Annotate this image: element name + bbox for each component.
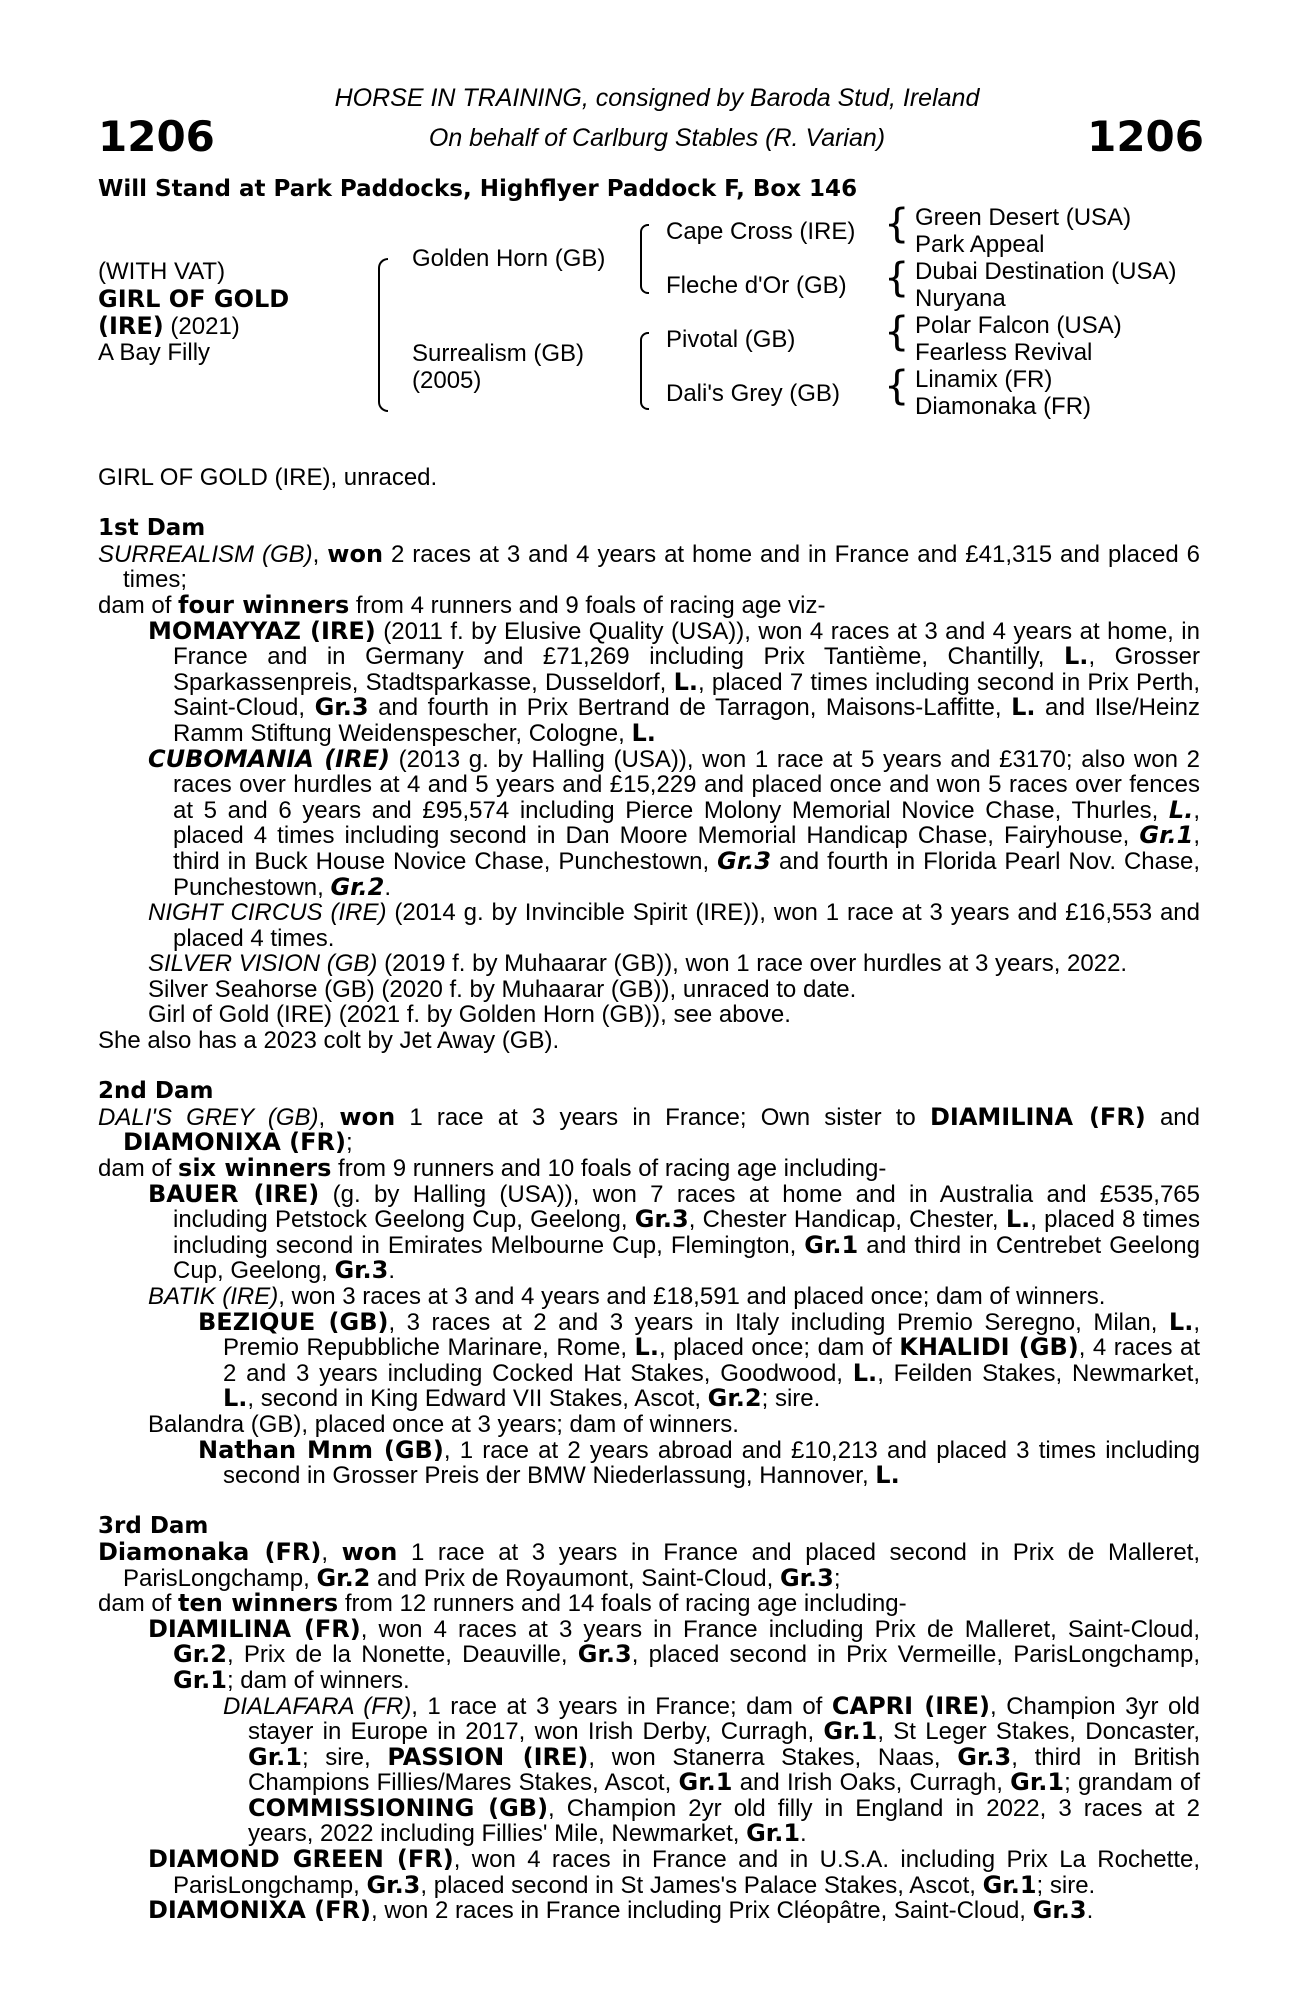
text-run: , Feilden Stakes, Newmarket, [877, 1359, 1201, 1387]
text-run: Gr.1 [173, 1665, 227, 1694]
third-dam-produce-summary [98, 1591, 1200, 1617]
produce-diamonixa [98, 1898, 1200, 1924]
text-run: , [312, 540, 328, 568]
text-run: won [341, 1537, 398, 1566]
first-dam-produce-summary [98, 590, 1200, 619]
text-run: , won 4 races in France and in U.S.A. including Prix La Rochette, ParisLongchamp, [173, 1846, 1201, 1899]
gg-ddd: Diamonaka (FR) [915, 393, 1092, 420]
text-run: , Premio Repubbliche Marinare, Rome, [223, 1308, 1200, 1362]
gg-dds: Linamix (FR) [915, 366, 1053, 393]
text-run: L. [1168, 1307, 1194, 1336]
produce-bezique [98, 1307, 1201, 1413]
text-run: , St Leger Stakes, Doncaster, [877, 1718, 1200, 1746]
text-run: and Ilse/Heinz Ramm Stiftung Weidenspescher, Cologne, [173, 694, 1200, 747]
text-run: Gr.3 [634, 1205, 689, 1234]
text-run: Gr.3 [957, 1742, 1012, 1771]
text-run: from 4 runners and 9 foals of racing age viz- [349, 591, 826, 619]
text-run: Gr.2 [173, 1640, 227, 1669]
text-run: , 1 race at 3 years in France; dam of [411, 1692, 832, 1720]
brace-gen2-dam [640, 332, 649, 410]
third-dam-heading: 3rd Dam [98, 1513, 209, 1540]
text-run: Gr.1 [678, 1768, 733, 1797]
text-run: ; sire, [301, 1743, 388, 1771]
text-run: from 9 runners and 10 foals of racing age including- [331, 1155, 887, 1183]
text-run: Gr.2 [707, 1384, 762, 1413]
text-run: (2019 f. by Muhaarar (GB)), won 1 race over hurdles at 3 years, 2022. [377, 950, 1128, 978]
second-dam-heading: 2nd Dam [98, 1078, 214, 1105]
text-run: (g. by Halling (USA)), won 7 races at home and in Australia and £535,765 including Petstock Geelong Cup, Geelong, [173, 1180, 1200, 1234]
text-run: won [327, 539, 384, 568]
text-run: 1 race at 3 years in France; Own sister to [395, 1103, 930, 1131]
first-dam-record [98, 539, 1200, 594]
dam-name: Surrealism (GB) [412, 340, 585, 367]
text-run: Gr.3 [366, 1870, 421, 1899]
text-run: Gr.3 [717, 846, 772, 875]
text-run: , Prix de la Nonette, Deauville, [226, 1641, 578, 1669]
produce-momayyaz [98, 616, 1201, 747]
text-run: DIAMOND GREEN (FR) [148, 1845, 454, 1874]
text-run: L. [223, 1384, 248, 1413]
text-run: DIAMILINA (FR) [148, 1614, 361, 1643]
vat-note: (WITH VAT) [98, 258, 226, 285]
text-run: dam of [98, 1590, 179, 1618]
text-run: , second in King Edward VII Stakes, Ascot, [247, 1385, 708, 1413]
text-run: CAPRI (IRE) [831, 1691, 991, 1720]
text-run: (2014 g. by Invincible Spirit (IRE)), won 1 race at 3 years and £16,553 and placed 4 times. [173, 899, 1200, 952]
gg-sss: Green Desert (USA) [915, 204, 1132, 231]
gg-dsd: Fearless Revival [915, 339, 1093, 366]
text-run: ten winners [178, 1589, 339, 1618]
on-behalf-line: On behalf of Carlburg Stables (R. Varian) [428, 124, 886, 152]
produce-silver-vision [98, 951, 1200, 977]
text-run: Gr.1 [248, 1742, 302, 1771]
consignor-line: HORSE IN TRAINING, consigned by Baroda Stud, Ireland [334, 84, 980, 112]
text-run: , third in British Champions Fillies/Mares Stakes, Ascot, [248, 1743, 1201, 1797]
text-run: Gr.2 [330, 872, 385, 901]
gg-dss: Polar Falcon (USA) [915, 312, 1122, 339]
text-run: , placed once; dam of [658, 1334, 900, 1362]
text-run: , 4 races at 2 and 3 years including Cocked Hat Stakes, Goodwood, [223, 1334, 1200, 1387]
horse-country-year [98, 312, 240, 341]
text-run: , won 3 races at 3 and 4 years and £18,591 and placed once; dam of winners. [278, 1283, 1106, 1310]
brace-gen2-sire [640, 224, 649, 294]
unraced-note: GIRL OF GOLD (IRE), unraced. [98, 464, 438, 491]
text-run: Gr.1 [746, 1819, 801, 1848]
text-run: PASSION (IRE) [387, 1742, 589, 1771]
text-run: CUBOMANIA (IRE) [148, 744, 390, 773]
text-run: , [321, 1538, 342, 1566]
text-run: DIAMILINA (FR) [929, 1102, 1146, 1131]
brace-gen3-4: { [884, 363, 910, 409]
brace-gen3-2: { [884, 255, 910, 301]
text-run: (2011 f. by Elusive Quality (USA)), won 4 races at 3 and 4 years at home, in France and in Germany and £71,269 including Prix Tantième, Chantilly, [173, 617, 1200, 671]
gg-sds: Dubai Destination (USA) [915, 258, 1177, 285]
produce-night-circus [98, 900, 1200, 951]
text-run: , placed 4 times including second in Dan Moore Memorial Handicap Chase, Fairyhouse, [173, 796, 1200, 850]
produce-cubomania [98, 744, 1201, 901]
text-run: MOMAYYAZ (IRE) [148, 616, 376, 645]
text-run: , placed second in Prix Vermeille, ParisLongchamp, [631, 1641, 1201, 1669]
text-run: and fourth in Florida Pearl Nov. Chase, Punchestown, [173, 847, 1201, 901]
produce-girl-of-gold [98, 1002, 1200, 1028]
text-run: Diamonaka (FR) [98, 1537, 322, 1566]
text-run: four winners [178, 590, 350, 619]
dam-dam: Dali's Grey (GB) [666, 380, 840, 407]
text-run: Gr.1 [1139, 821, 1194, 850]
text-run: L. [673, 667, 698, 696]
brace-gen3-1: { [884, 201, 910, 247]
text-run: Silver Seahorse (GB) (2020 f. by Muhaarar (GB)), unraced to date. [148, 975, 857, 1003]
text-run: , [318, 1103, 340, 1131]
text-run: and Prix de Royaumont, Saint-Cloud, [370, 1564, 780, 1592]
text-run: L. [1011, 693, 1036, 722]
text-run: ; sire. [761, 1385, 821, 1413]
produce-bauer [98, 1179, 1201, 1285]
stand-location: Will Stand at Park Paddocks, Highflyer Paddock F, Box 146 [98, 176, 858, 202]
text-run: SILVER VISION (GB) [148, 950, 378, 978]
text-run: and third in Centrebet Geelong Cup, Geelong, [173, 1231, 1201, 1285]
text-run: L. [875, 1461, 900, 1490]
text-run: Gr.3 [1032, 1896, 1087, 1925]
horse-name: GIRL OF GOLD [98, 285, 290, 313]
text-run: L. [852, 1358, 878, 1387]
text-run: She also has a 2023 colt by Jet Away (GB). [98, 1027, 560, 1055]
produce-2023-colt [98, 1028, 1200, 1054]
text-run: . [384, 873, 392, 901]
text-run: , Grosser Sparkassenpreis, Stadtsparkasse, Dusseldorf, [173, 643, 1201, 696]
text-run: L. [1005, 1205, 1031, 1234]
text-run: , placed 8 times including second in Emirates Melbourne Cup, Flemington, [173, 1206, 1201, 1259]
horse-country: (IRE) [98, 312, 164, 340]
horse-description: A Bay Filly [98, 339, 211, 366]
text-run: DALI'S GREY (GB) [98, 1103, 319, 1131]
text-run: Gr.2 [316, 1563, 371, 1592]
text-run: . [800, 1820, 807, 1848]
text-run: Gr.3 [779, 1563, 834, 1592]
text-run: , won 2 races in France including Prix Cléopâtre, Saint-Cloud, [370, 1897, 1033, 1925]
gg-sdd: Nuryana [915, 285, 1006, 312]
produce-nathan-mnm [98, 1435, 1200, 1490]
text-run: ; grandam of [1064, 1769, 1201, 1797]
text-run: NIGHT CIRCUS (IRE) [148, 899, 387, 927]
second-dam-record [98, 1102, 1201, 1157]
text-run: and fourth in Prix Bertrand de Tarragon, Maisons-Laffitte, [368, 694, 1012, 722]
dam-year: (2005) [412, 367, 482, 394]
produce-diamilina [98, 1614, 1201, 1694]
text-run: COMMISSIONING (GB) [248, 1793, 549, 1822]
sire-sire: Cape Cross (IRE) [666, 218, 856, 245]
text-run: Gr.1 [804, 1230, 859, 1259]
text-run: Balandra (GB), placed once at 3 years; dam of winners. [148, 1410, 739, 1438]
text-run: , third in Buck House Novice Chase, Punchestown, [173, 822, 1200, 875]
text-run: ; [833, 1564, 841, 1592]
text-run: L. [1168, 795, 1194, 824]
text-run: , 3 races at 2 and 3 years in Italy including Premio Seregno, Milan, [388, 1308, 1169, 1336]
text-run: , Champion 3yr old stayer in Europe in 2017, won Irish Derby, Curragh, [248, 1692, 1200, 1746]
text-run: KHALIDI (GB) [899, 1333, 1079, 1362]
text-run: , won Stanerra Stakes, Naas, [588, 1743, 958, 1771]
text-run: Gr.1 [1010, 1768, 1065, 1797]
text-run: L. [634, 1333, 659, 1362]
text-run: ; [345, 1129, 353, 1157]
horse-year: (2021) [170, 313, 240, 340]
text-run: 2 races at 3 and 4 years at home and in France and £41,315 and placed 6 times; [123, 540, 1200, 594]
text-run: L. [1064, 642, 1089, 671]
text-run: L. [631, 718, 656, 747]
text-run: , 1 race at 2 years abroad and £10,213 and placed 3 times including second in Grosser Preis der BMW Niederlassung, Hannover, [223, 1436, 1200, 1490]
text-run: six winners [178, 1154, 332, 1183]
text-run: BEZIQUE (GB) [198, 1307, 389, 1336]
text-run: dam of [98, 591, 179, 619]
text-run: BATIK (IRE) [148, 1283, 279, 1310]
text-run: Gr.1 [823, 1717, 878, 1746]
text-run: Girl of Gold (IRE) (2021 f. by Golden Horn (GB)), see above. [148, 1001, 791, 1029]
catalogue-body [98, 465, 1200, 1924]
lot-number-left: 1206 [98, 112, 215, 161]
text-run: Nathan Mnm (GB) [198, 1435, 444, 1464]
text-run: ; dam of winners. [226, 1666, 410, 1694]
text-run: , Champion 2yr old filly in England in 2022, 3 races at 2 years, 2022 including Fillies' Mile, Newmarket, [248, 1794, 1200, 1848]
lot-number-right: 1206 [1087, 112, 1204, 161]
gg-ssd: Park Appeal [915, 231, 1045, 258]
produce-diamond-green [98, 1847, 1200, 1898]
second-dam-produce-summary [98, 1156, 1200, 1182]
text-run: Gr.3 [314, 693, 369, 722]
text-run: BAUER (IRE) [148, 1179, 320, 1208]
text-run: Gr.3 [577, 1640, 632, 1669]
dam-sire: Pivotal (GB) [666, 326, 796, 353]
produce-dialafara [98, 1691, 1201, 1848]
text-run: . [388, 1257, 396, 1285]
text-run: Gr.1 [982, 1870, 1037, 1899]
text-run: dam of [98, 1155, 179, 1183]
text-run: from 12 runners and 14 foals of racing age including- [338, 1590, 907, 1618]
text-run: DIAMONIXA (FR) [148, 1896, 371, 1925]
text-run: SURREALISM (GB) [98, 540, 313, 568]
produce-balandra [98, 1412, 1200, 1438]
text-run: Gr.3 [334, 1256, 389, 1285]
third-dam-record [98, 1537, 1200, 1592]
sire-name: Golden Horn (GB) [412, 245, 606, 272]
first-dam-heading: 1st Dam [98, 515, 206, 542]
text-run: and Irish Oaks, Curragh, [732, 1769, 1011, 1797]
text-run: 1 race at 3 years in France and placed second in Prix de Malleret, ParisLongchamp, [123, 1538, 1200, 1592]
sire-dam: Fleche d'Or (GB) [666, 272, 847, 299]
text-run: , placed 7 times including second in Prix Perth, Saint-Cloud, [173, 668, 1200, 722]
text-run: DIAMONIXA (FR) [123, 1128, 346, 1157]
text-run: , placed second in St James's Palace Stakes, Ascot, [420, 1871, 983, 1899]
produce-silver-seahorse [98, 977, 1200, 1003]
brace-gen1 [378, 258, 388, 412]
text-run: , won 4 races at 3 years in France including Prix de Malleret, Saint-Cloud, [360, 1615, 1200, 1643]
text-run: (2013 g. by Halling (USA)), won 1 race at 5 years and £3170; also won 2 races over hurdles at 4 and 5 years and £15,229 and placed once and won 5 races over fences at 5 and 6 years and £95,574 including Pierce Molony Memorial Novice Chase, Thurles, [173, 745, 1200, 824]
text-run: , Chester Handicap, Chester, [688, 1206, 1006, 1234]
text-run: . [1086, 1897, 1094, 1925]
brace-gen3-3: { [884, 309, 910, 355]
text-run: ; sire. [1036, 1871, 1096, 1899]
text-run: DIALAFARA (FR) [223, 1692, 412, 1720]
text-run: and [1145, 1103, 1201, 1131]
produce-batik [98, 1284, 1200, 1310]
text-run: won [339, 1102, 396, 1131]
